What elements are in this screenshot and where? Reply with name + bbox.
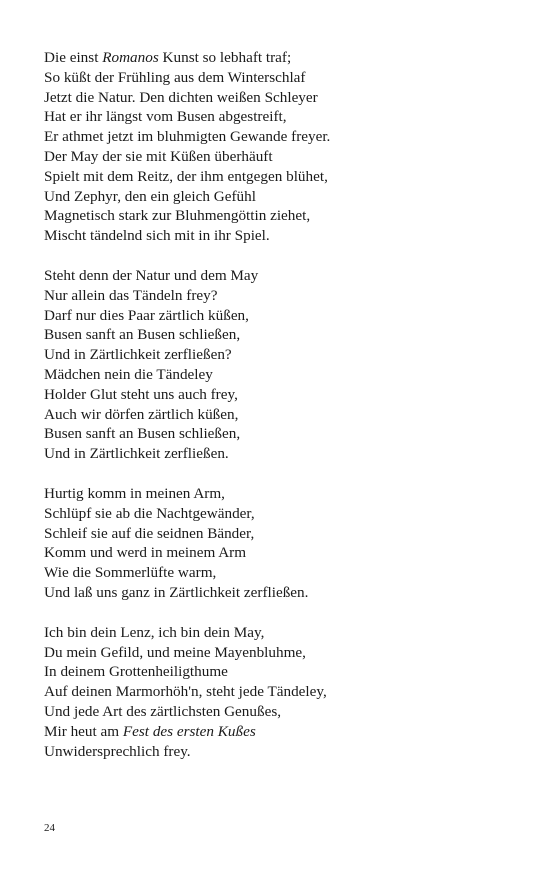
page-number: 24: [44, 822, 55, 834]
poem-line: [44, 385, 514, 405]
poem-line: [44, 187, 514, 207]
poem-line: [44, 345, 514, 365]
poem: [44, 48, 514, 781]
line-text: Schleif sie auf die seidnen Bänder,: [44, 524, 255, 542]
line-text: Busen sanft an Busen schließen,: [44, 425, 241, 443]
line-text: Und in Zärtlichkeit zerfließen.: [44, 445, 229, 463]
poem-line: [44, 286, 514, 306]
line-text: Und in Zärtlichkeit zerfließen?: [44, 346, 232, 364]
line-text: So küßt der Frühling aus dem Winterschlaf: [44, 68, 306, 86]
line-text: Spielt mit dem Reitz, der ihm entgegen blühet,: [44, 167, 328, 185]
poem-line: [44, 306, 514, 326]
line-text: Der May der sie mit Küßen überhäuft: [44, 147, 273, 165]
stanza: [44, 484, 514, 603]
line-text: Auf deinen Marmorhöh'n, steht jede Tändeley,: [44, 683, 327, 701]
poem-line: [44, 365, 514, 385]
poem-line: [44, 206, 514, 226]
poem-line: [44, 325, 514, 345]
italic-text: Fest des ersten Kußes: [122, 722, 256, 740]
line-text: Unwidersprechlich frey.: [44, 742, 191, 760]
line-text: Kunst so lebhaft traf;: [158, 49, 292, 66]
line-text: Holder Glut steht uns auch frey,: [44, 385, 238, 403]
line-text: In deinem Grottenheiligthume: [44, 663, 228, 681]
line-text: Wie die Sommerlüfte warm,: [44, 564, 217, 582]
line-text: Und laß uns ganz in Zärtlichkeit zerfließen.: [44, 583, 309, 601]
line-text: Hurtig komm in meinen Arm,: [44, 484, 225, 502]
poem-line: [44, 662, 514, 682]
poem-line: [44, 48, 514, 68]
line-text: Magnetisch stark zur Bluhmengöttin ziehet,: [44, 207, 311, 225]
poem-line: [44, 524, 514, 544]
poem-line: [44, 682, 514, 702]
poem-line: [44, 167, 514, 187]
poem-line: [44, 504, 514, 524]
poem-line: [44, 226, 514, 246]
italic-text: Romanos: [102, 49, 159, 66]
line-text: Er athmet jetzt im bluhmigten Gewande freyer.: [44, 128, 331, 146]
line-text: Die einst: [44, 49, 103, 66]
poem-line: [44, 405, 514, 425]
stanza: [44, 623, 514, 762]
line-text: Steht denn der Natur und dem May: [44, 266, 259, 284]
poem-line: [44, 643, 514, 663]
stanza: [44, 266, 514, 464]
line-text: Schlüpf sie ab die Nachtgewänder,: [44, 504, 255, 522]
line-text: Jetzt die Natur. Den dichten weißen Schleyer: [44, 88, 318, 106]
poem-line: [44, 543, 514, 563]
poem-line: [44, 583, 514, 603]
line-text: Komm und werd in meinem Arm: [44, 544, 247, 562]
line-text: Mischt tändelnd sich mit in ihr Spiel.: [44, 227, 270, 245]
line-text: Mädchen nein die Tändeley: [44, 365, 213, 383]
line-text: Hat er ihr längst vom Busen abgestreift,: [44, 108, 287, 126]
poem-line: [44, 88, 514, 108]
poem-line: [44, 266, 514, 286]
line-text: Und Zephyr, den ein gleich Gefühl: [44, 187, 256, 205]
poem-line: [44, 722, 514, 742]
poem-line: [44, 424, 514, 444]
poem-line: [44, 444, 514, 464]
line-text: Busen sanft an Busen schließen,: [44, 326, 241, 344]
line-text: Mir heut am: [44, 722, 123, 740]
poem-line: [44, 68, 514, 88]
poem-line: [44, 702, 514, 722]
poem-line: [44, 623, 514, 643]
poem-line: [44, 742, 514, 762]
line-text: Nur allein das Tändeln frey?: [44, 286, 218, 304]
line-text: Du mein Gefild, und meine Mayenbluhme,: [44, 643, 306, 661]
poem-line: [44, 147, 514, 167]
line-text: Ich bin dein Lenz, ich bin dein May,: [44, 623, 265, 641]
poem-line: [44, 563, 514, 583]
line-text: Darf nur dies Paar zärtlich küßen,: [44, 306, 249, 324]
line-text: Und jede Art des zärtlichsten Genußes,: [44, 702, 282, 720]
poem-line: [44, 107, 514, 127]
poem-line: [44, 484, 514, 504]
stanza: [44, 48, 514, 246]
poem-line: [44, 127, 514, 147]
line-text: Auch wir dörfen zärtlich küßen,: [44, 405, 239, 423]
